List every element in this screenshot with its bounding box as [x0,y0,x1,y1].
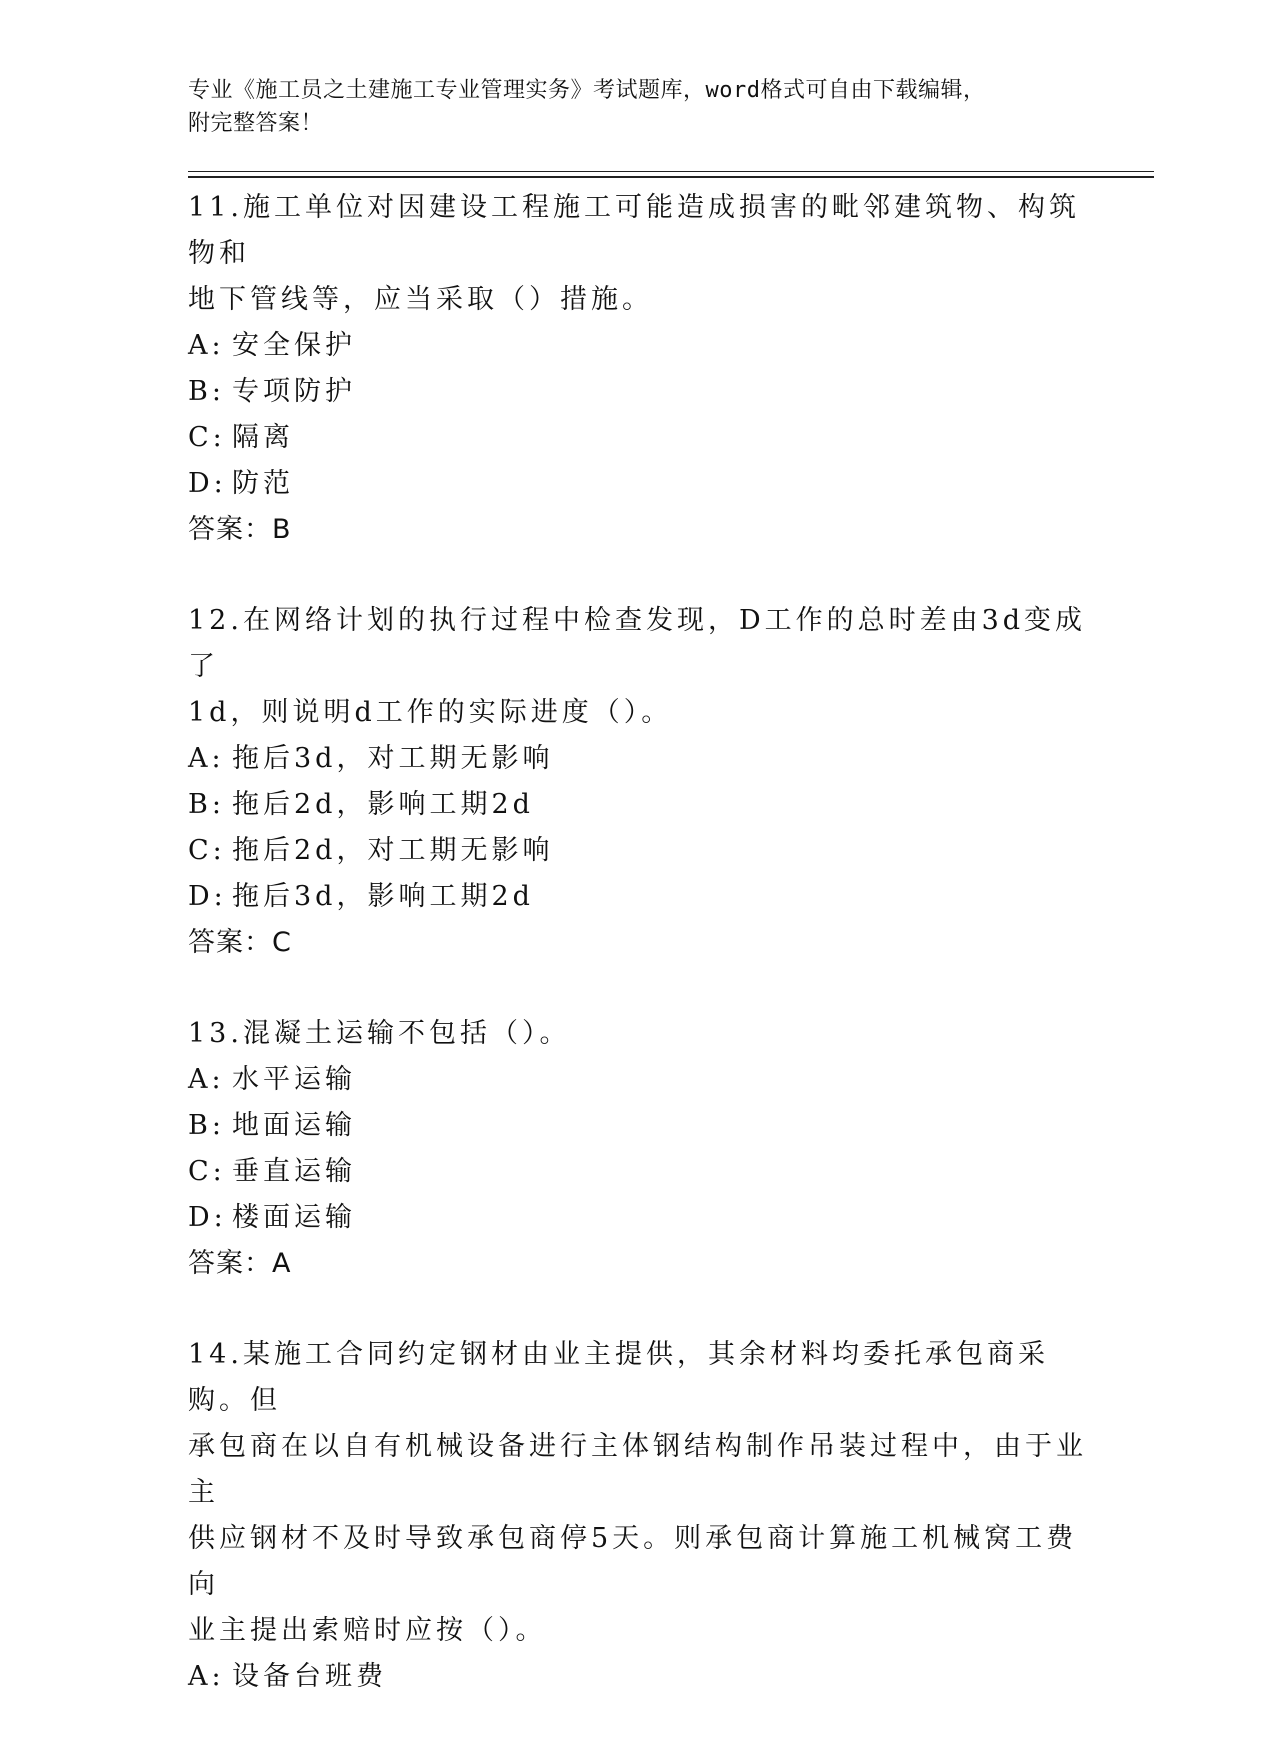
option-letter: D: [188,881,227,912]
question-list [188,185,1088,1745]
header-divider-thick [188,176,1154,178]
option-letter: C: [188,422,226,453]
header-divider-thin [188,171,1154,172]
stem-line: 12.在网络计划的执行过程中检查发现，D工作的总时差由3d变成了 [188,605,1087,682]
option-text: 水平运输 [232,1064,356,1095]
option-text: 隔离 [232,422,294,453]
answer: 答案：C [188,927,292,958]
question-stem [188,598,1088,736]
option-text: 垂直运输 [232,1156,356,1187]
option-letter: A: [188,1064,225,1095]
question-stem [188,1332,1088,1654]
option-text: 楼面运输 [232,1202,356,1233]
option-text: 专项防护 [232,376,356,407]
option-text: 拖后2d，对工期无影响 [232,835,554,866]
option-text: 地面运输 [232,1110,356,1141]
option-letter: B: [188,789,225,820]
option-text: 安全保护 [232,330,356,361]
stem-line: 地下管线等，应当采取（）措施。 [188,284,653,315]
stem-line: 14.某施工合同约定钢材由业主提供，其余材料均委托承包商采购。但 [188,1339,1049,1416]
stem-line: 承包商在以自有机械设备进行主体钢结构制作吊装过程中，由于业主 [188,1431,1087,1508]
option-letter: A: [188,330,225,361]
question-13 [188,1011,1088,1287]
option-text: 拖后3d，影响工期2d [232,881,534,912]
option-c [188,828,1088,874]
option-a [188,1654,1088,1700]
option-letter: B: [188,376,225,407]
option-letter: C: [188,835,226,866]
option-letter: B: [188,1110,225,1141]
stem-line: 13.混凝土运输不包括（）。 [188,1018,571,1049]
option-c [188,1149,1088,1195]
stem-line: 业主提出索赔时应按（）。 [188,1615,547,1646]
stem-line: 11.施工单位对因建设工程施工可能造成损害的毗邻建筑物、构筑物和 [188,192,1080,269]
option-letter: D: [188,468,227,499]
option-letter: C: [188,1156,226,1187]
option-a [188,736,1088,782]
option-text: 拖后2d，影响工期2d [232,789,534,820]
option-c [188,415,1088,461]
option-text: 设备台班费 [232,1661,387,1692]
option-d [188,1195,1088,1241]
option-letter: A: [188,743,225,774]
stem-line: 1d，则说明d工作的实际进度（）。 [188,697,673,728]
header-line-2: 附完整答案！ [188,111,324,136]
option-letter: D: [188,1202,227,1233]
answer: 答案：B [188,514,292,545]
document-header [188,74,1068,140]
option-d [188,874,1088,920]
option-d [188,461,1088,507]
question-11 [188,185,1088,553]
option-letter: A: [188,1661,225,1692]
option-text: 拖后3d，对工期无影响 [232,743,554,774]
question-stem [188,185,1088,323]
option-text: 防范 [232,468,294,499]
option-a [188,323,1088,369]
question-12 [188,598,1088,966]
option-b [188,1103,1088,1149]
question-stem [188,1011,1088,1057]
option-b [188,369,1088,415]
answer: 答案：A [188,1248,292,1279]
header-line-1: 专业《施工员之土建施工专业管理实务》考试题库，word格式可自由下载编辑， [188,78,986,103]
stem-line: 供应钢材不及时导致承包商停5天。则承包商计算施工机械窝工费向 [188,1523,1078,1600]
question-14 [188,1332,1088,1700]
option-b [188,782,1088,828]
option-a [188,1057,1088,1103]
